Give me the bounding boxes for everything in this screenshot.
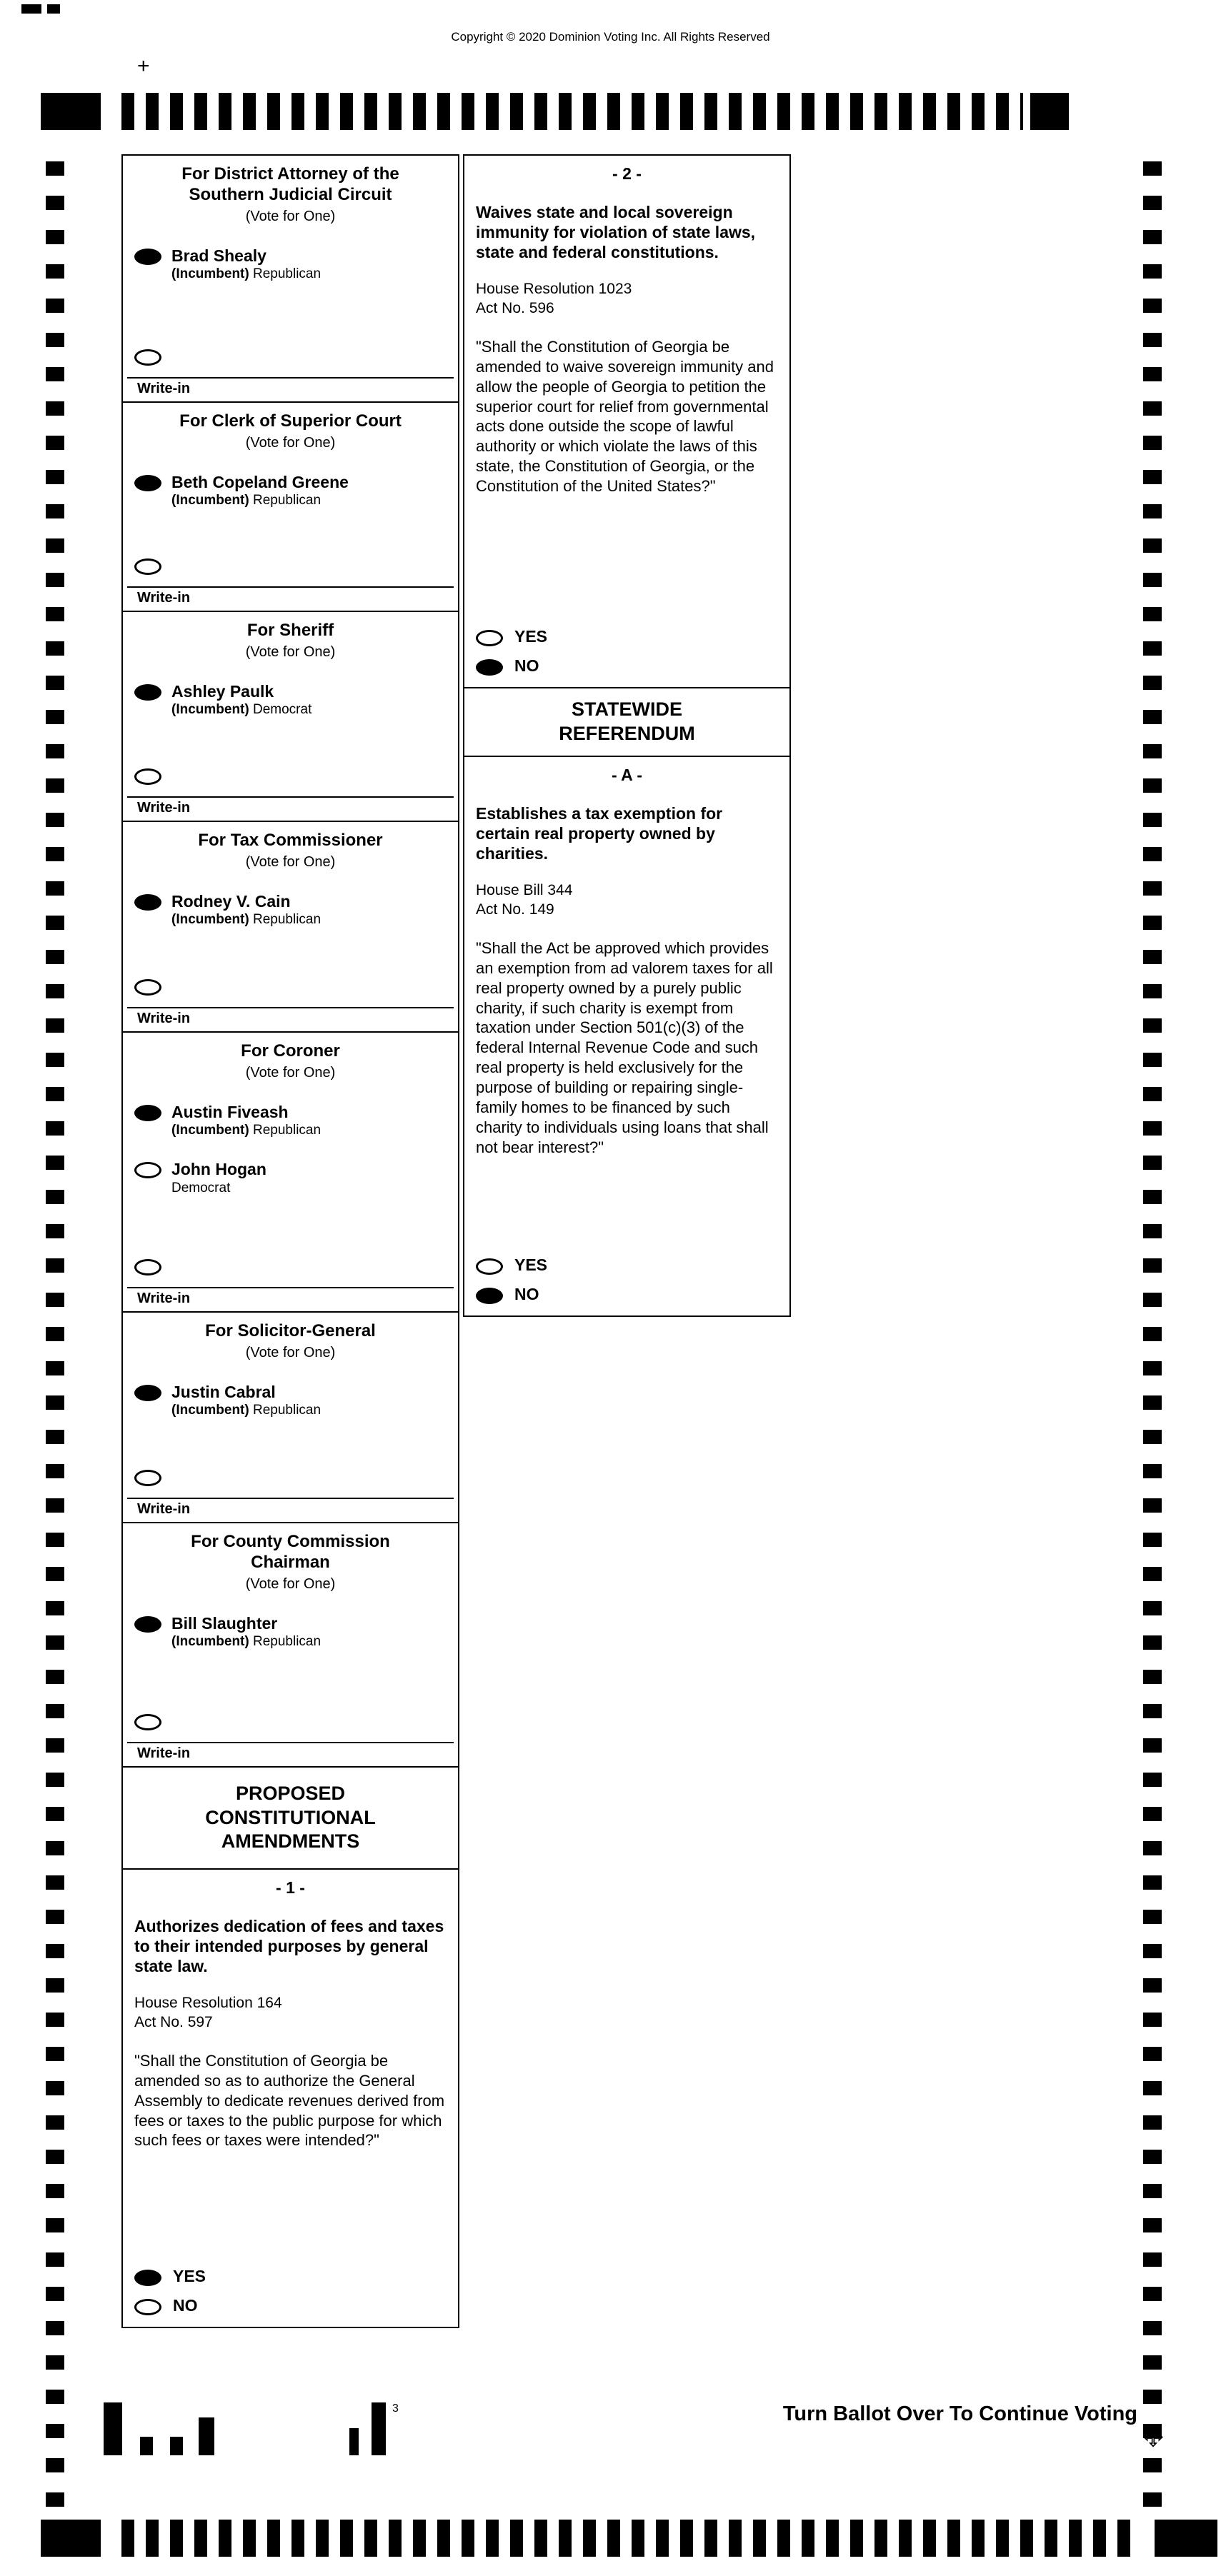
candidate-detail: (Incumbent) Republican — [171, 1123, 322, 1138]
contest-title: For Tax Commissioner — [198, 831, 383, 850]
contest-title: For Sheriff — [246, 621, 334, 640]
measure-amendment-2 — [463, 154, 791, 688]
write-in-option — [123, 347, 458, 366]
ballot-column-right — [463, 154, 791, 1317]
ballot-column-left — [121, 154, 459, 2328]
contest-instruction: (Vote for One) — [245, 1575, 336, 1592]
contest-instruction: (Vote for One) — [245, 1344, 336, 1360]
measure-number: - A - — [611, 766, 642, 784]
write-in-oval[interactable] — [134, 768, 161, 785]
write-in-area — [123, 1287, 458, 1311]
timing-block — [1155, 2520, 1217, 2557]
no-oval[interactable] — [476, 659, 503, 676]
vote-oval[interactable] — [134, 1162, 161, 1178]
contest-clerk-superior-court — [121, 401, 459, 612]
candidate-option — [123, 892, 458, 928]
write-in-area — [123, 796, 458, 821]
write-in-oval[interactable] — [134, 349, 161, 366]
write-in-label: Write-in — [137, 1501, 191, 1517]
measure-ref-line: House Resolution 164 — [134, 1995, 282, 2012]
write-in-oval[interactable] — [134, 1470, 161, 1486]
measure-number: - 2 - — [612, 164, 642, 183]
timing-column-left — [46, 161, 64, 2511]
candidate-detail: (Incumbent) Republican — [171, 912, 322, 928]
sheet-number: 3 — [392, 2402, 399, 2415]
vote-oval[interactable] — [134, 1616, 161, 1633]
measure-ref-line: House Bill 344 — [476, 882, 573, 899]
ballot-code-mark — [170, 2437, 183, 2455]
ballot-code-mark — [140, 2437, 153, 2455]
measure-ref-line: Act No. 597 — [134, 2014, 213, 2031]
registration-plus-mark: + — [137, 54, 150, 78]
contest-title: For District Attorney of the Southern Judicial Circuit — [181, 164, 399, 204]
candidate-name: Bill Slaughter — [171, 1613, 278, 1633]
measure-amendment-1 — [121, 1868, 459, 2328]
no-option — [464, 1285, 789, 1304]
timing-block — [1030, 93, 1069, 130]
measure-references — [123, 1993, 458, 2033]
no-label: NO — [514, 656, 539, 675]
contest-solicitor-general — [121, 1311, 459, 1523]
write-in-area — [123, 1007, 458, 1031]
vote-oval[interactable] — [134, 1105, 161, 1121]
candidate-name: John Hogan — [171, 1160, 266, 1179]
ballot-code-mark — [199, 2417, 214, 2455]
write-in-option — [123, 766, 458, 785]
write-in-area — [123, 586, 458, 611]
candidate-name: Beth Copeland Greene — [171, 472, 349, 491]
candidate-option — [123, 1103, 458, 1138]
write-in-option — [123, 556, 458, 575]
yes-label: YES — [173, 2267, 206, 2285]
measure-references — [464, 279, 789, 319]
amendments-header: PROPOSED CONSTITUTIONAL AMENDMENTS — [205, 1782, 376, 1853]
copyright-text: Copyright © 2020 Dominion Voting Inc. All Rights Reserved — [451, 30, 770, 44]
candidate-name: Justin Cabral — [171, 1382, 276, 1401]
measure-question: "Shall the Constitution of Georgia be amended so as to authorize the General Assembly to dedicate revenues derived from fees or taxes to the public purpose for which such fees or taxes were intended?" — [134, 2051, 445, 2150]
candidate-detail: (Incumbent) Republican — [171, 266, 322, 282]
contest-sheriff — [121, 611, 459, 822]
candidate-option — [123, 246, 458, 282]
no-option — [123, 2296, 458, 2315]
vote-oval[interactable] — [134, 894, 161, 911]
measure-ref-line: House Resolution 1023 — [476, 281, 632, 298]
write-in-area — [123, 377, 458, 401]
write-in-label: Write-in — [137, 590, 191, 606]
write-in-oval[interactable] — [134, 1714, 161, 1730]
candidate-detail: (Incumbent) Democrat — [171, 702, 312, 718]
yes-oval[interactable] — [476, 1258, 503, 1275]
timing-column-right — [1143, 161, 1162, 2511]
contest-instruction: (Vote for One) — [245, 434, 336, 451]
candidate-option — [123, 1614, 458, 1650]
yes-label: YES — [514, 627, 548, 646]
candidate-name: Brad Shealy — [171, 246, 266, 265]
contest-instruction: (Vote for One) — [245, 853, 336, 870]
amendments-header-section — [121, 1766, 459, 1870]
candidate-option — [123, 682, 458, 718]
contest-county-commission-chairman — [121, 1522, 459, 1768]
ballot-code-mark — [349, 2428, 359, 2455]
measure-summary: Authorizes dedication of fees and taxes to their intended purposes by general state law. — [134, 1917, 444, 1976]
write-in-label: Write-in — [137, 1011, 191, 1026]
vote-oval[interactable] — [134, 249, 161, 265]
write-in-oval[interactable] — [134, 558, 161, 575]
timing-band-bottom — [121, 2520, 1142, 2557]
candidate-detail: (Incumbent) Republican — [171, 1634, 322, 1650]
write-in-label: Write-in — [137, 1745, 191, 1761]
measure-ref-line: Act No. 149 — [476, 901, 554, 918]
write-in-option — [123, 1468, 458, 1486]
contest-title: For Coroner — [241, 1041, 340, 1061]
no-oval[interactable] — [476, 1288, 503, 1304]
four-arrow-icon — [1142, 2427, 1165, 2450]
contest-instruction: (Vote for One) — [245, 1064, 336, 1081]
contest-district-attorney — [121, 154, 459, 403]
measure-question: "Shall the Act be approved which provides an exemption from ad valorem taxes for all real property owned by a purely public charity, if such charity is exempt from taxation under Section 501(c)(3) of the federal Internal Revenue Code and such real property is held exclusively for the purpose of building or repairing single-family homes to be financed by such charity to individuals using loans that shall not bear interest?" — [476, 938, 773, 1157]
vote-oval[interactable] — [134, 1385, 161, 1401]
no-label: NO — [173, 2296, 198, 2315]
timing-band-top — [121, 93, 1023, 130]
candidate-name: Rodney V. Cain — [171, 891, 291, 911]
vote-oval[interactable] — [134, 684, 161, 701]
candidate-option — [123, 473, 458, 508]
yes-option — [123, 2267, 458, 2286]
write-in-option — [123, 977, 458, 996]
candidate-detail: Democrat — [171, 1180, 231, 1196]
measure-number: - 1 - — [276, 1878, 305, 1897]
candidate-name: Austin Fiveash — [171, 1102, 289, 1121]
candidate-name: Ashley Paulk — [171, 681, 274, 701]
yes-oval[interactable] — [134, 2270, 161, 2286]
measure-referendum-a — [463, 756, 791, 1317]
yes-option — [464, 1256, 789, 1275]
corner-timing-mark — [47, 4, 60, 14]
vote-oval[interactable] — [134, 475, 161, 491]
referendum-header-section — [463, 687, 791, 757]
write-in-label: Write-in — [137, 800, 191, 816]
candidate-detail: (Incumbent) Republican — [171, 493, 322, 508]
candidate-option — [123, 1383, 458, 1418]
contest-title: For Solicitor-General — [205, 1321, 376, 1340]
candidate-option — [123, 1160, 458, 1196]
corner-timing-mark — [21, 4, 41, 14]
contest-instruction: (Vote for One) — [245, 643, 336, 660]
contest-tax-commissioner — [121, 821, 459, 1033]
timing-block — [41, 93, 101, 130]
measure-ref-line: Act No. 596 — [476, 300, 554, 317]
measure-question: "Shall the Constitution of Georgia be amended to waive sovereign immunity and allow the people of Georgia to petition the superior court for relief from governmental acts done outside the scope of lawful authority or which violate the laws of this state, the Constitution of Georgia, or the Constitution of the United States?" — [476, 337, 774, 496]
measure-references — [464, 881, 789, 920]
no-label: NO — [514, 1285, 539, 1303]
no-option — [464, 656, 789, 676]
write-in-option — [123, 1712, 458, 1730]
contest-coroner — [121, 1031, 459, 1313]
no-oval[interactable] — [134, 2299, 161, 2315]
yes-option — [464, 627, 789, 646]
measure-summary: Establishes a tax exemption for certain real property owned by charities. — [476, 804, 723, 863]
write-in-oval[interactable] — [134, 1259, 161, 1276]
write-in-area — [123, 1498, 458, 1522]
candidate-detail: (Incumbent) Republican — [171, 1403, 322, 1418]
write-in-label: Write-in — [137, 1290, 191, 1306]
write-in-option — [123, 1257, 458, 1276]
ballot-code-mark — [104, 2402, 122, 2455]
ballot-code-mark — [372, 2402, 386, 2455]
contest-title: For County Commission Chairman — [191, 1532, 390, 1572]
contest-title: For Clerk of Superior Court — [179, 411, 402, 431]
yes-oval[interactable] — [476, 630, 503, 646]
yes-label: YES — [514, 1256, 548, 1274]
write-in-area — [123, 1742, 458, 1766]
write-in-label: Write-in — [137, 381, 191, 396]
referendum-header: STATEWIDE REFERENDUM — [559, 698, 695, 744]
timing-block — [41, 2520, 101, 2557]
turn-ballot-over-text: Turn Ballot Over To Continue Voting — [782, 2402, 1137, 2425]
contest-instruction: (Vote for One) — [245, 208, 336, 224]
write-in-oval[interactable] — [134, 979, 161, 996]
measure-summary: Waives state and local sovereign immunity for violation of state laws, state and federal constitutions. — [476, 203, 756, 262]
